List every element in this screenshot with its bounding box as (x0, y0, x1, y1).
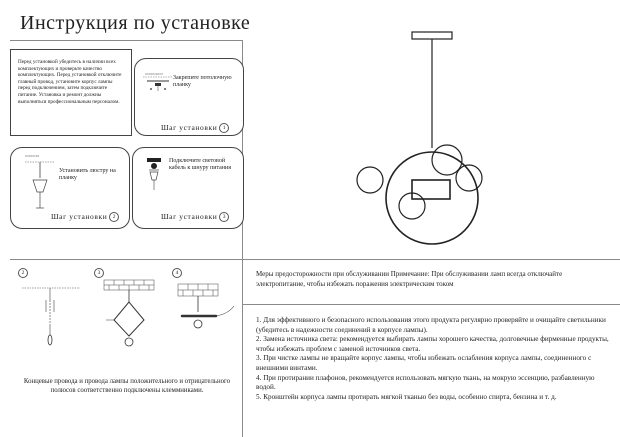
note-item: 1. Для эффективного и безопасного использования этого продукта регулярно проверяйте и очищайте светильники (убедитесь в надежности соединений в корпусе лампы). (256, 316, 606, 334)
title-divider (10, 40, 242, 41)
wiring-fig-1-drawing (14, 266, 86, 366)
right-section-divider (242, 259, 620, 260)
wiring-fig-3-number: 4 (172, 268, 182, 278)
step1-text: Закрепите потолочную планку (173, 75, 232, 89)
step1-number: 1 (219, 123, 229, 133)
step2-lamp-illustration (21, 158, 61, 216)
wiring-fig-2 (92, 266, 166, 366)
wiring-fig-1-number: 2 (18, 268, 28, 278)
wiring-fig-2-drawing (92, 266, 166, 366)
step1-panel (134, 58, 244, 136)
wiring-fig-1 (14, 266, 86, 366)
step2-text: Установить люстру на планку (59, 168, 116, 182)
step3-text: Подключите световой кабель к шнуру питания (169, 158, 231, 172)
step1-ceiling-header: ▭▭▭▭▭ (145, 72, 163, 76)
step3-panel (132, 147, 244, 229)
wiring-fig-3-drawing (170, 266, 242, 366)
note-item: 5. Кронштейн корпуса лампы протирать мягкой тканью без воды, особенно спирта, бензина и т. д. (256, 392, 557, 401)
note-item: 3. При чистке лампы не вращайте корпус лампы, чтобы избежать ослабления корпуса лампы, соединенного с внешними винтами. (256, 354, 592, 372)
maintenance-notes (256, 316, 611, 402)
chandelier-illustration (330, 28, 550, 258)
wiring-caption: Концевые провода и провода лампы положительного и отрицательного полюсов соответственно подключены клеммниками. (23, 378, 231, 394)
step2-ceiling-header: ▭▭▭▭ (25, 154, 40, 158)
step3-number: 3 (219, 212, 229, 222)
intro-text: Перед установкой убедитесь в наличии всех комплектующих и проверьте качество комплектующих. Перед установкой отключите главный провод, установите корпус лампы перед подключением, затем подключите питание. Установка и ремонт должны выполняться профессиональным персоналом. (18, 59, 122, 105)
step1-label: Шаг установки 1 (161, 123, 229, 133)
intro-panel (10, 49, 132, 136)
step3-label: Шаг установки 3 (161, 212, 229, 222)
left-section-divider (10, 259, 242, 260)
wiring-fig-3 (170, 266, 242, 366)
caution-text: Меры предосторожности при обслуживании Примечание: При обслуживании ламп всегда отключайте электропитание, чтобы избежать поражения электрическим током (256, 270, 563, 288)
step2-label: Шаг установки 2 (51, 212, 119, 222)
page-title: Инструкция по установке (20, 12, 251, 34)
note-item: 2. Замена источника света: рекомендуется выбирать лампы хорошего качества, долговечные фирменные продукты, чтобы избежать проблем с заменой источников света. (256, 335, 609, 353)
wiring-fig-2-number: 3 (94, 268, 104, 278)
note-item: 4. При протирании плафонов, рекомендуется использовать мягкую ткань, на мокрую эссенцию, разбавленную водой. (256, 373, 595, 392)
step2-number: 2 (109, 212, 119, 222)
step2-panel (10, 147, 130, 229)
notes-divider (242, 304, 620, 305)
